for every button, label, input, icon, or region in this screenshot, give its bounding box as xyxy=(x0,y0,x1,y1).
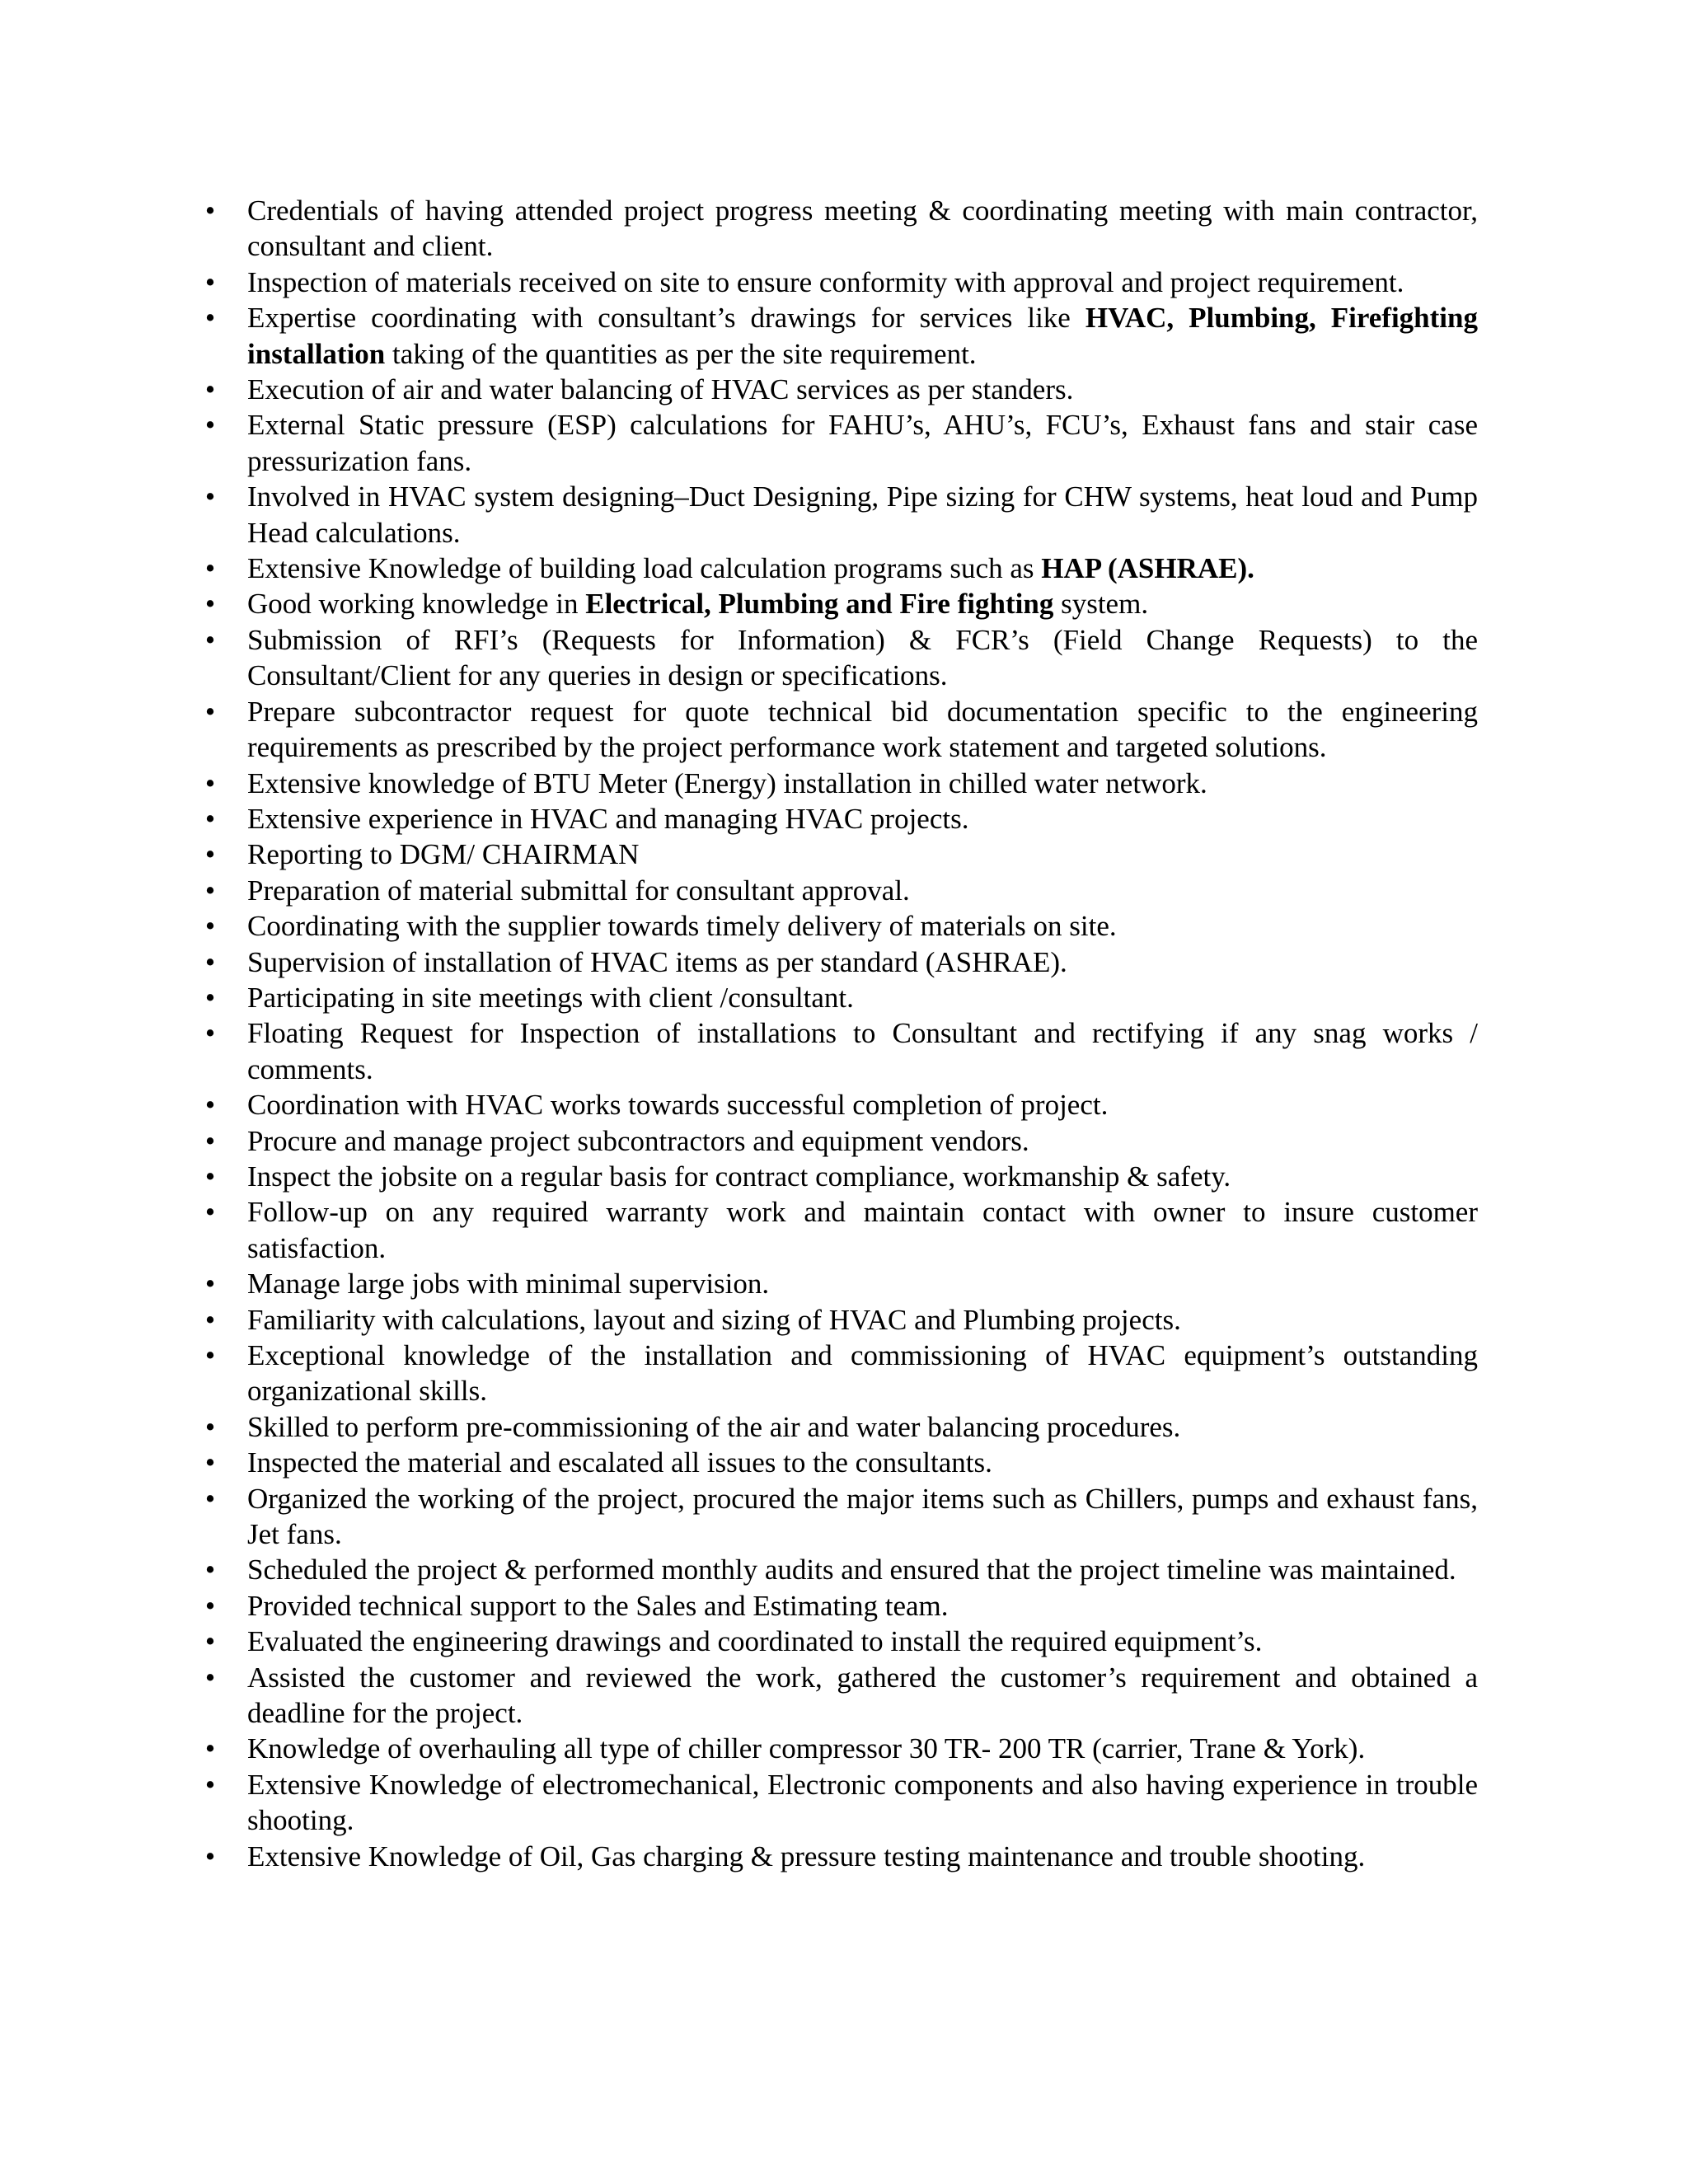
bullet-icon: • xyxy=(204,802,216,835)
list-item-text xyxy=(247,910,1117,942)
text-run: Coordination with HVAC works towards successful completion of project. xyxy=(247,1089,1109,1122)
bullet-icon: • xyxy=(204,1840,216,1872)
bullet-icon: • xyxy=(204,981,216,1014)
list-item xyxy=(0,944,1478,980)
list-item-text xyxy=(247,1411,1180,1443)
list-item xyxy=(0,1660,1478,1732)
list-item xyxy=(0,193,1478,265)
text-run: Expertise coordinating with consultant’s drawings for services like xyxy=(247,302,1085,335)
bullet-icon: • xyxy=(204,1268,216,1301)
list-item xyxy=(0,980,1478,1015)
list-item-text xyxy=(247,1268,769,1300)
list-item-text xyxy=(247,194,1478,262)
list-item-text xyxy=(247,1769,1478,1836)
list-item xyxy=(0,873,1478,908)
list-item xyxy=(0,265,1478,300)
list-item-text xyxy=(247,1840,1365,1872)
text-run: Organized the working of the project, procured the major items such as Chillers, pumps and exhaust fans, Jet fans. xyxy=(247,1482,1478,1551)
text-run: Follow-up on any required warranty work and maintain contact with owner to insure customer satisfaction. xyxy=(247,1196,1478,1264)
bullet-icon: • xyxy=(204,588,216,621)
list-item xyxy=(0,908,1478,944)
text-run: Preparation of material submittal for consultant approval. xyxy=(247,874,910,907)
text-run: Assisted the customer and reviewed the work, gathered the customer’s requirement and obtained a deadline for the project. xyxy=(247,1661,1478,1730)
list-item-text xyxy=(247,1160,1231,1193)
list-item xyxy=(0,1552,1478,1587)
text-run: Familiarity with calculations, layout and sizing of HVAC and Plumbing projects. xyxy=(247,1303,1181,1336)
list-item xyxy=(0,1767,1478,1839)
text-run: Credentials of having attended project progress meeting & coordinating meeting with main contractor, consultant and client. xyxy=(247,194,1478,263)
list-item-text xyxy=(247,1590,949,1622)
list-item-text xyxy=(247,1483,1478,1550)
text-run: Knowledge of overhauling all type of chiller compressor 30 TR- 200 TR (carrier, Trane & York). xyxy=(247,1732,1366,1765)
list-item xyxy=(0,1445,1478,1480)
list-item-text xyxy=(247,1089,1108,1121)
text-run: Involved in HVAC system designing–Duct Designing, Pipe sizing for CHW systems, heat loud and Pump Head calculations. xyxy=(247,480,1478,549)
responsibilities-bullet-list xyxy=(0,193,1688,1874)
list-item-text xyxy=(247,1625,1262,1657)
text-run: Floating Request for Inspection of installations to Consultant and rectifying if any snag works / comments. xyxy=(247,1017,1478,1085)
list-item-text xyxy=(247,266,1404,298)
bullet-icon: • xyxy=(204,1017,216,1050)
text-run: system. xyxy=(1053,588,1149,621)
list-item xyxy=(0,1302,1478,1338)
text-run: Supervision of installation of HVAC items as per standard (ASHRAE). xyxy=(247,945,1067,978)
list-item-text xyxy=(247,767,1207,799)
list-item xyxy=(0,372,1478,407)
bullet-icon: • xyxy=(204,1768,216,1801)
bullet-icon: • xyxy=(204,1196,216,1229)
list-item xyxy=(0,837,1478,872)
bullet-icon: • xyxy=(204,194,216,227)
list-item-text xyxy=(247,803,968,835)
bullet-icon: • xyxy=(204,1482,216,1515)
text-run: Inspected the material and escalated all issues to the consultants. xyxy=(247,1446,992,1479)
list-item-text xyxy=(247,874,910,907)
text-run: Reporting to DGM/ CHAIRMAN xyxy=(247,838,640,871)
list-item-text xyxy=(247,696,1478,763)
text-run: Skilled to perform pre-commissioning of the air and water balancing procedures. xyxy=(247,1410,1181,1443)
list-item xyxy=(0,300,1478,372)
text-run: Provided technical support to the Sales and Estimating team. xyxy=(247,1589,949,1622)
bullet-icon: • xyxy=(204,1124,216,1157)
list-item xyxy=(0,766,1478,801)
list-item xyxy=(0,1338,1478,1409)
bullet-icon: • xyxy=(204,945,216,978)
bullet-icon: • xyxy=(204,1339,216,1371)
list-item xyxy=(0,1731,1478,1766)
bullet-icon: • xyxy=(204,1410,216,1443)
bullet-icon: • xyxy=(204,265,216,298)
list-item-text xyxy=(247,588,1148,620)
list-item xyxy=(0,694,1478,766)
list-item xyxy=(0,551,1478,586)
text-run: Coordinating with the supplier towards timely delivery of materials on site. xyxy=(247,910,1117,943)
list-item xyxy=(0,1194,1478,1266)
bullet-icon: • xyxy=(204,302,216,335)
list-item-text xyxy=(247,1446,992,1479)
list-item-text xyxy=(247,1661,1478,1729)
text-run: Evaluated the engineering drawings and coordinated to install the required equipment’s. xyxy=(247,1625,1263,1658)
list-item xyxy=(0,1123,1478,1159)
text-run: Submission of RFI’s (Requests for Information) & FCR’s (Field Change Requests) to the Consultant/Client for any queries in design or specifications. xyxy=(247,623,1478,692)
bold-text: HAP (ASHRAE). xyxy=(1041,552,1254,585)
text-run: Extensive Knowledge of Oil, Gas charging & pressure testing maintenance and trouble shooting. xyxy=(247,1840,1366,1872)
list-item-text xyxy=(247,838,639,870)
text-run: Inspect the jobsite on a regular basis for contract compliance, workmanship & safety. xyxy=(247,1160,1231,1193)
list-item xyxy=(0,1409,1478,1445)
list-item-text xyxy=(247,480,1478,548)
list-item-text xyxy=(247,552,1254,584)
text-run: Extensive experience in HVAC and managing HVAC projects. xyxy=(247,802,969,835)
list-item xyxy=(0,586,1478,621)
bullet-icon: • xyxy=(204,552,216,585)
list-item xyxy=(0,407,1478,479)
list-item xyxy=(0,801,1478,837)
list-item xyxy=(0,1481,1478,1553)
bullet-icon: • xyxy=(204,1661,216,1694)
text-run: Exceptional knowledge of the installation and commissioning of HVAC equipment’s outstanding organizational skills. xyxy=(247,1339,1478,1408)
list-item-text xyxy=(247,982,854,1014)
bold-text: Electrical, Plumbing and Fire fighting xyxy=(585,588,1054,621)
bullet-icon: • xyxy=(204,1625,216,1658)
bullet-icon: • xyxy=(204,1589,216,1622)
text-run: Good working knowledge in xyxy=(247,588,586,621)
list-item-text xyxy=(247,946,1067,978)
bullet-icon: • xyxy=(204,409,216,442)
text-run: Extensive Knowledge of electromechanical, Electronic components and also having experience in trouble shooting. xyxy=(247,1768,1478,1837)
text-run: Procure and manage project subcontractors and equipment vendors. xyxy=(247,1124,1029,1157)
list-item-text xyxy=(247,1196,1478,1263)
text-run: Execution of air and water balancing of HVAC services as per standers. xyxy=(247,373,1074,406)
text-run: Participating in site meetings with client /consultant. xyxy=(247,981,854,1014)
text-run: External Static pressure (ESP) calculations for FAHU’s, AHU’s, FCU’s, Exhaust fans and stair case pressurization fans. xyxy=(247,409,1478,477)
text-run: Extensive knowledge of BTU Meter (Energy) installation in chilled water network. xyxy=(247,766,1207,799)
text-run: Manage large jobs with minimal supervision. xyxy=(247,1268,770,1301)
bold-text: HVAC, Plumbing, Firefighting installation xyxy=(247,302,1478,370)
list-item-text xyxy=(247,1304,1181,1336)
bullet-icon: • xyxy=(204,1446,216,1479)
list-item xyxy=(0,1159,1478,1194)
list-item-text xyxy=(247,624,1478,691)
text-run: Extensive Knowledge of building load calculation programs such as xyxy=(247,552,1042,585)
list-item xyxy=(0,1266,1478,1301)
bullet-icon: • xyxy=(204,623,216,656)
list-item-text xyxy=(247,373,1073,405)
text-run: Inspection of materials received on site to ensure conformity with approval and project requirement. xyxy=(247,265,1404,298)
list-item-text xyxy=(247,1339,1478,1407)
bullet-icon: • xyxy=(204,1160,216,1193)
bullet-icon: • xyxy=(204,695,216,728)
list-item xyxy=(0,1588,1478,1624)
list-item-text xyxy=(247,1554,1456,1586)
list-item xyxy=(0,479,1478,551)
bullet-icon: • xyxy=(204,373,216,406)
list-item xyxy=(0,1839,1478,1874)
text-run: taking of the quantities as per the site requirement. xyxy=(385,337,977,370)
bullet-icon: • xyxy=(204,1554,216,1586)
list-item xyxy=(0,1087,1478,1122)
bullet-icon: • xyxy=(204,1303,216,1336)
bullet-icon: • xyxy=(204,1089,216,1122)
text-run: Scheduled the project & performed monthly audits and ensured that the project timeline was maintained. xyxy=(247,1554,1456,1586)
text-run: Prepare subcontractor request for quote technical bid documentation specific to the engineering requirements as prescribed by the project performance work statement and targeted solutions. xyxy=(247,695,1478,764)
list-item-text xyxy=(247,1125,1029,1157)
bullet-icon: • xyxy=(204,874,216,907)
bullet-icon: • xyxy=(204,480,216,513)
list-item-text xyxy=(247,1732,1365,1765)
list-item xyxy=(0,1624,1478,1659)
bullet-icon: • xyxy=(204,910,216,943)
bullet-icon: • xyxy=(204,766,216,799)
bullet-icon: • xyxy=(204,838,216,871)
list-item-text xyxy=(247,409,1478,476)
list-item xyxy=(0,622,1478,694)
bullet-icon: • xyxy=(204,1732,216,1765)
list-item-text xyxy=(247,302,1478,369)
list-item-text xyxy=(247,1017,1478,1085)
list-item xyxy=(0,1015,1478,1087)
